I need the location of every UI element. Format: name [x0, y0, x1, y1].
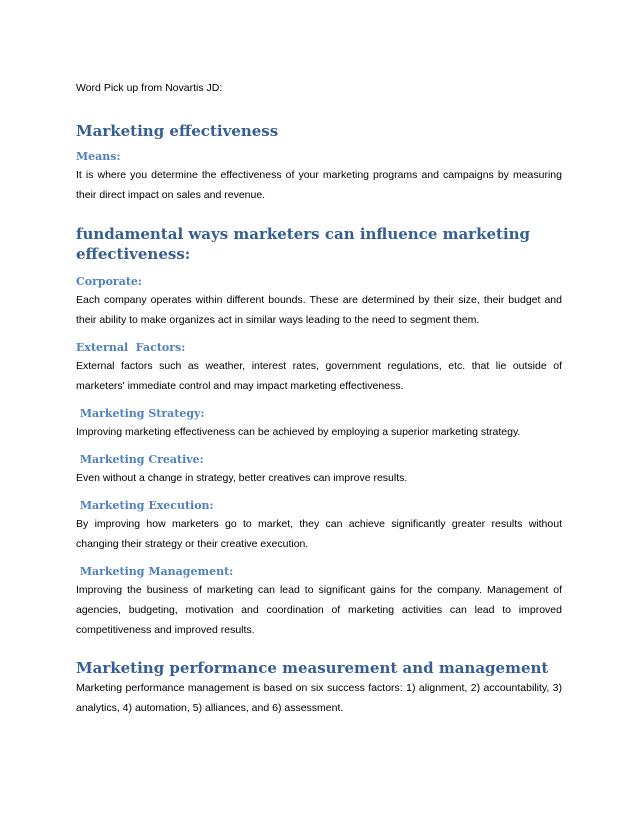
heading-marketing-execution: Marketing Execution: — [76, 499, 214, 512]
document-body — [76, 78, 562, 718]
heading-corporate: Corporate: — [76, 275, 142, 288]
heading-marketing-creative: Marketing Creative: — [76, 453, 204, 466]
marketing-execution-paragraph: By improving how marketers go to market, they can achieve significantly greater results without changing their strategy or their creative execution. — [76, 518, 562, 550]
heading-marketing-management: Marketing Management: — [76, 565, 234, 578]
heading-means: Means: — [76, 150, 121, 163]
heading-fundamental-ways: fundamental ways marketers can influence marketing effectiveness: — [76, 225, 531, 263]
heading-external-factors: External Factors: — [76, 341, 186, 354]
heading-performance-measurement: Marketing performance measurement and management — [76, 659, 549, 677]
heading-marketing-strategy: Marketing Strategy: — [76, 407, 205, 420]
marketing-management-paragraph: Improving the business of marketing can lead to significant gains for the company. Management of agencies, budgeting, motivation and coordination of marketing activities can lead to improved competitiveness and improved results. — [76, 584, 562, 636]
corporate-paragraph: Each company operates within different bounds. These are determined by their size, their budget and their ability to make organizes act in similar ways leading to the need to segment them. — [76, 294, 562, 326]
marketing-strategy-paragraph: Improving marketing effectiveness can be achieved by employing a superior marketing strategy. — [76, 426, 521, 438]
marketing-creative-paragraph: Even without a change in strategy, better creatives can improve results. — [76, 472, 408, 484]
performance-paragraph: Marketing performance management is based on six success factors: 1) alignment, 2) accountability, 3) analytics, 4) automation, 5) alliances, and 6) assessment. — [76, 682, 562, 714]
means-paragraph: It is where you determine the effectiveness of your marketing programs and campaigns by measuring their direct impact on sales and revenue. — [76, 169, 562, 201]
heading-marketing-effectiveness: Marketing effectiveness — [76, 122, 279, 140]
intro-line: Word Pick up from Novartis JD: — [76, 82, 223, 94]
external-factors-paragraph: External factors such as weather, interest rates, government regulations, etc. that lie outside of marketers' immediate control and may impact marketing effectiveness. — [76, 360, 562, 392]
